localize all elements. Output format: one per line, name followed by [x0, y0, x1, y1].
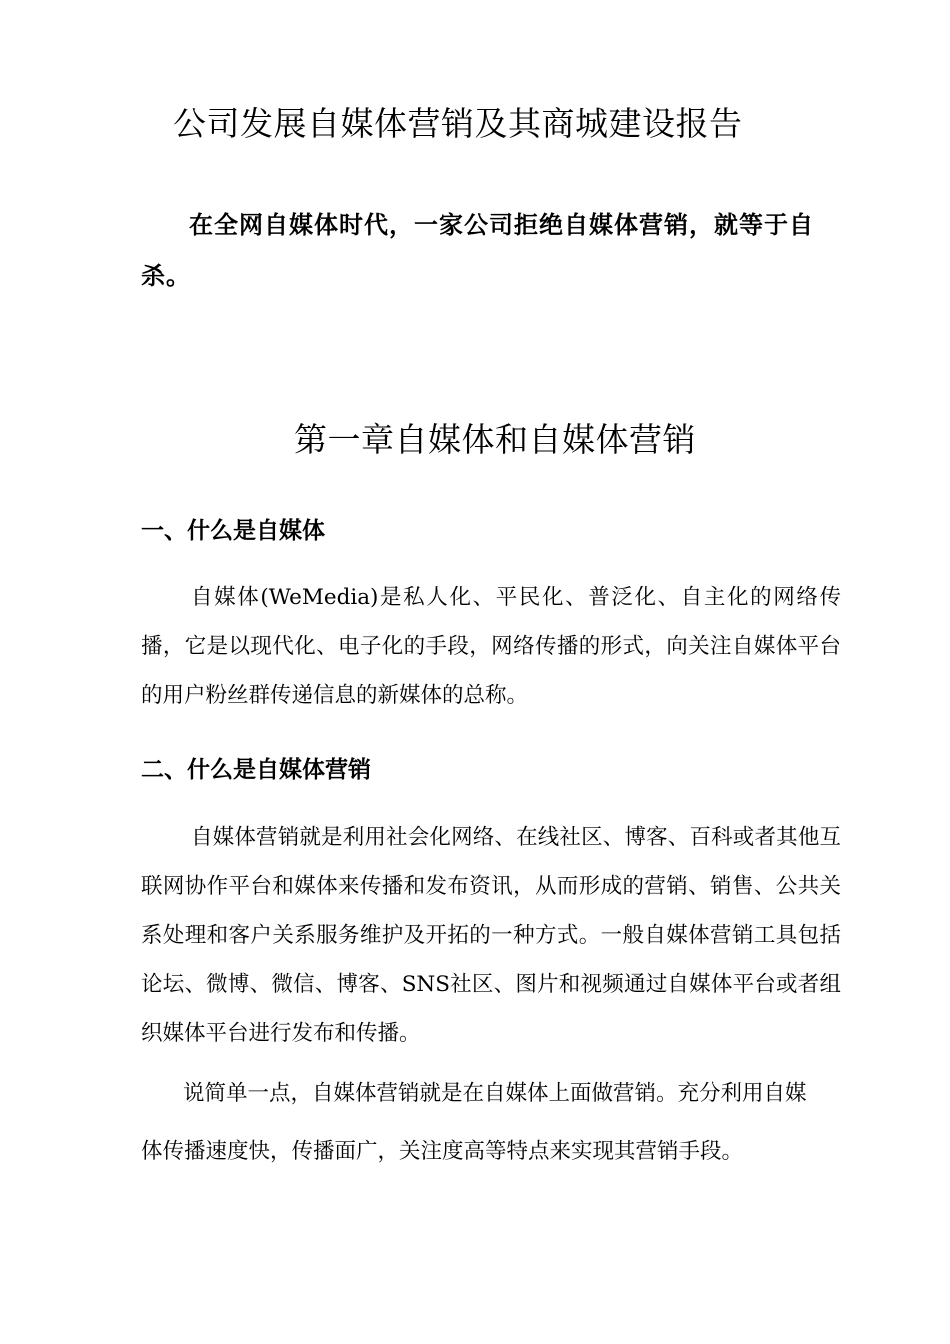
intro-paragraph: 在全网自媒体时代，一家公司拒绝自媒体营销，就等于自杀。 — [141, 211, 814, 290]
section-heading-what-is-wemedia-marketing: 二、什么是自媒体营销 — [141, 757, 371, 783]
section-heading-what-is-wemedia: 一、什么是自媒体 — [141, 518, 325, 544]
chapter-title: 第一章自媒体和自媒体营销 — [294, 420, 696, 459]
section-body-what-is-wemedia-marketing: 自媒体营销就是利用社会化网络、在线社区、博客、百科或者其他互联网协作平台和媒体来传播和发布资讯，从而形成的营销、销售、公共关系处理和客户关系服务维护及开拓的一种方式。一般自媒体营销工具包括论坛、微博、微信、博客、SNS社区、图片和视频通过自媒体平台或者组织媒体平台进行发布和传播。 — [141, 825, 841, 1046]
section-summary-paragraph: 说简单一点，自媒体营销就是在自媒体上面做营销。充分利用自媒体传播速度快，传播面广，关注度高等特点来实现其营销手段。 — [141, 1081, 807, 1164]
document-title: 公司发展自媒体营销及其商城建设报告 — [173, 104, 743, 143]
section-body-what-is-wemedia: 自媒体(WeMedia)是私人化、平民化、普泛化、自主化的网络传播，它是以现代化、电子化的手段，网络传播的形式，向关注自媒体平台的用户粉丝群传递信息的新媒体的总称。 — [141, 585, 841, 708]
